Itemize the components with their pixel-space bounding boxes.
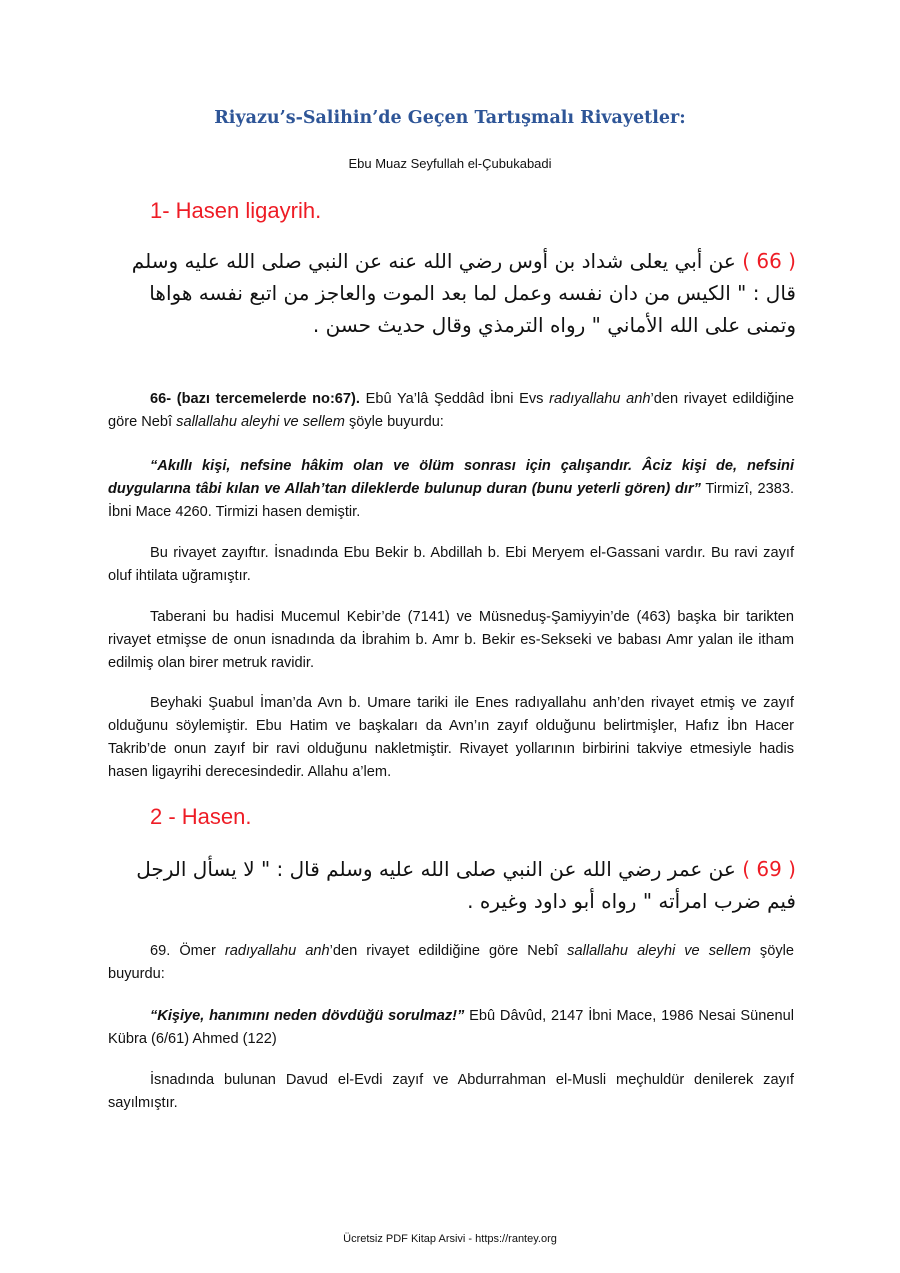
text-run: Ebû Dâvûd, 2147 İbni Mace, 1986 Nesai Sünenul Kübra (6/61) Ahmed (122) xyxy=(108,1008,794,1047)
text-run: şöyle buyurdu: xyxy=(108,943,794,982)
text-run: şöyle buyurdu: xyxy=(344,414,444,430)
section-heading-2: 2 - Hasen. xyxy=(150,804,252,829)
text-run: ’den rivayet edildiğine göre Nebî xyxy=(329,943,568,959)
text-run-italic: sallallahu aleyhi ve sellem xyxy=(176,414,345,430)
text-run-italic: radıyallahu anh xyxy=(549,391,651,407)
hadith-reference: 66- (bazı tercemelerde no:67). xyxy=(150,391,360,407)
paragraph: Beyhaki Şuabul İman’da Avn b. Umare tariki ile Enes radıyallahu anh’den rivayet etmiş ve zayıf olduğunu söylemiştir. Ebu Hatim ve başkaları da Avn’ın zayıf olduğunu belirtmişler, Hafız İbn Hacer Takrib’de onun zayıf bir ravi olduğunu nakletmiştir. Rivayet yollarının birbirini takviye etmesiyle hadis hasen ligayrihi derecesindedir. Allahu a’lem. xyxy=(108,695,794,780)
paragraph: İsnadında bulunan Davud el-Evdi zayıf ve Abdurrahman el-Musli meçhuldür denilerek zayıf sayılmıştır. xyxy=(108,1072,794,1111)
arabic-text: عن عمر رضي الله عن النبي صلى الله عليه وسلم قال : " لا يسأل الرجل فيم ضرب امرأته " رواه أبو داود وغيره . xyxy=(136,857,796,913)
page-footer: Ücretsiz PDF Kitap Arsivi - https://rantey.org xyxy=(343,1233,557,1245)
text-run: Tirmizî, 2383. İbni Mace 4260. Tirmizi hasen demiştir. xyxy=(108,481,794,520)
paragraph xyxy=(108,940,794,986)
section-heading-1: 1- Hasen ligayrih. xyxy=(150,198,322,223)
arabic-hadith-69 xyxy=(108,853,796,917)
hadith-quote: “Akıllı kişi, nefsine hâkim olan ve ölüm sonrası için çalışandır. Âciz kişi de, nefsini duygularına tâbi kılan ve Allah’tan dileklerde bulunup duran (bunu yeterli gören) dır” xyxy=(108,458,794,497)
author-name: Ebu Muaz Seyfullah el-Çubukabadi xyxy=(348,156,552,171)
paragraph: Taberani bu hadisi Mucemul Kebir’de (7141) ve Müsneduş-Şamiyyin’de (463) başka bir tarikten rivayet etmişse de onun isnadında da İbrahim b. Amr b. Bekir es-Sekseki ve babası Amr yalan ile itham edilmiş olan birer metruk ravidir. xyxy=(108,609,794,671)
paragraph-quote xyxy=(108,1005,794,1051)
hadith-quote: “Kişiye, hanımını neden dövdüğü sorulmaz!” xyxy=(150,1008,465,1024)
text-run-italic: radıyallahu anh xyxy=(224,943,330,959)
hadith-number: ( 69 ) xyxy=(742,857,796,881)
arabic-text: عن أبي يعلى شداد بن أوس رضي الله عنه عن النبي صلى الله عليه وسلم قال : " الكيس من دان نفسه وعمل لما بعد الموت والعاجز من اتبع نفسه هواها وتمنى على الله الأماني " رواه الترمذي وقال حديث حسن . xyxy=(131,249,796,337)
paragraph-quote xyxy=(108,455,794,524)
text-run: Ebû Ya’lâ Şeddâd İbni Evs xyxy=(359,391,550,407)
hadith-number: ( 66 ) xyxy=(742,249,796,273)
text-run: 69. Ömer xyxy=(150,943,225,959)
paragraph xyxy=(108,388,794,434)
paragraph: Bu rivayet zayıftır. İsnadında Ebu Bekir b. Abdillah b. Ebi Meryem el-Gassani vardır. Bu ravi zayıf oluf ihtilata uğramıştır. xyxy=(108,545,794,584)
document-title: Riyazu’s-Salihin’de Geçen Tartışmalı Rivayetler: xyxy=(214,108,686,128)
arabic-hadith-66 xyxy=(108,245,796,341)
text-run: ’den rivayet edildiğine göre Nebî xyxy=(108,391,794,430)
text-run-italic: sallallahu aleyhi ve sellem xyxy=(567,943,751,959)
